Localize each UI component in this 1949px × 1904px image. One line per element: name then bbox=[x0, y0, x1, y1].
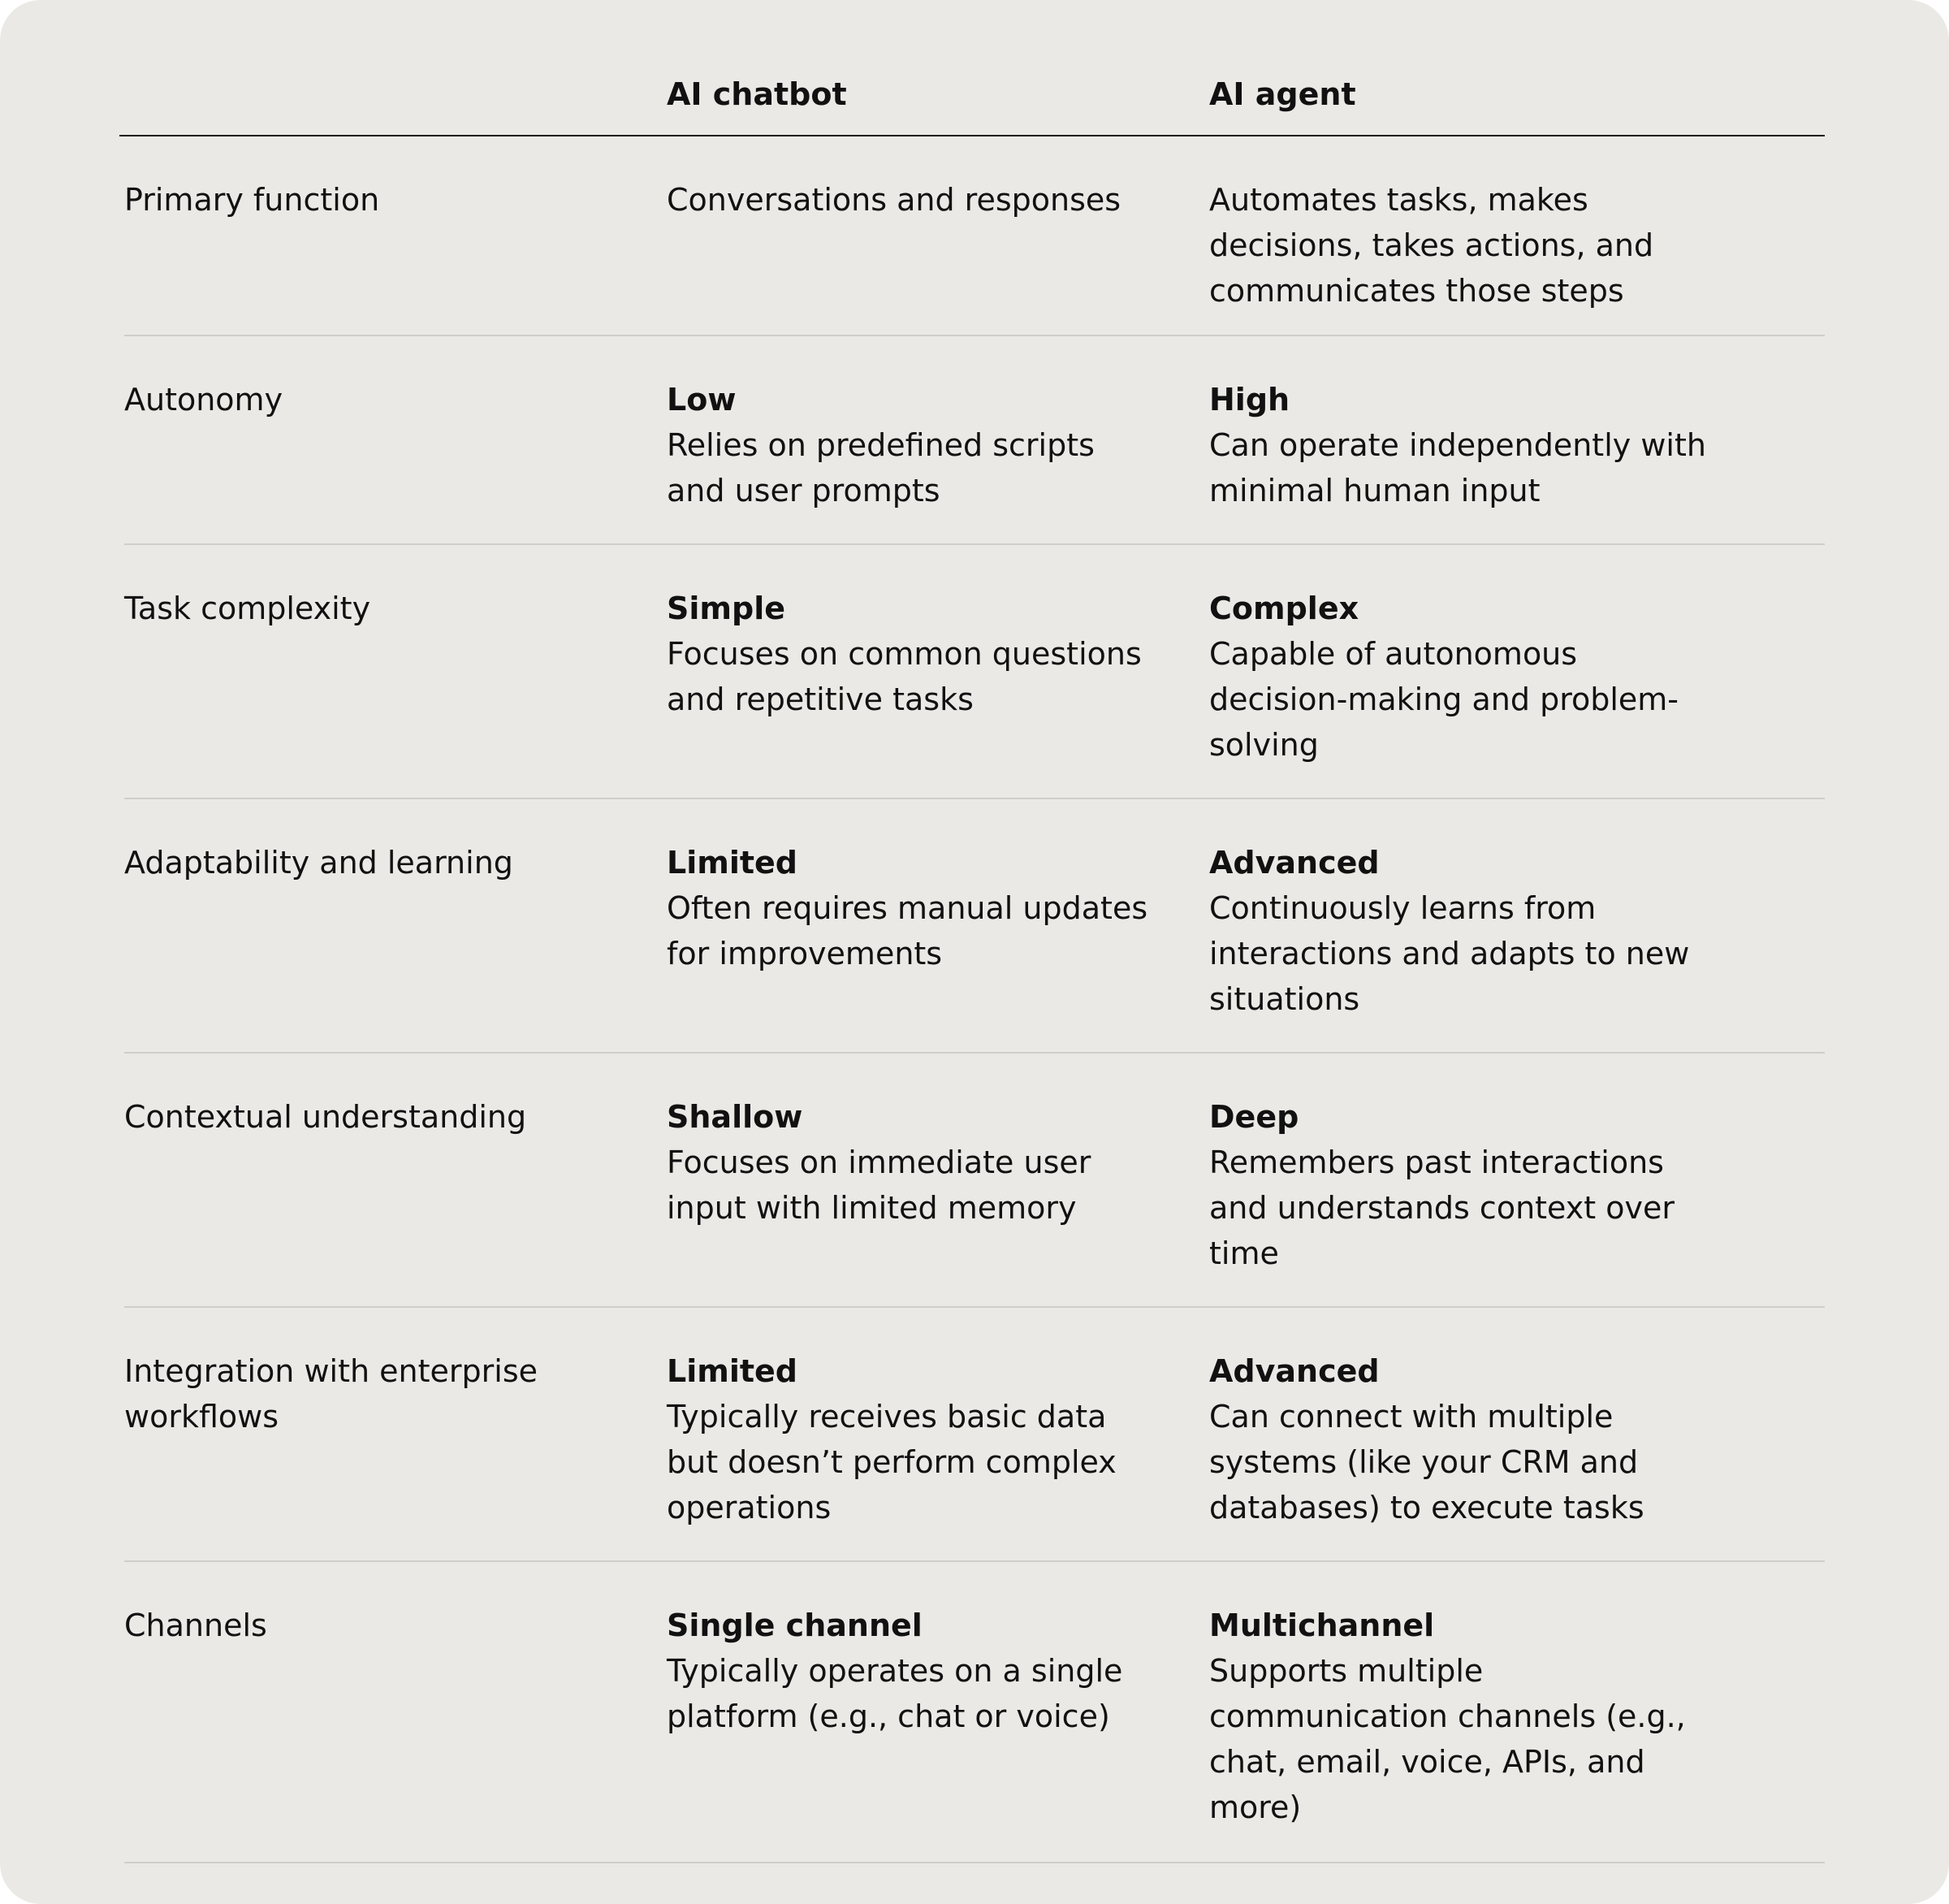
row-label: Task complexity bbox=[124, 591, 371, 626]
row-label: Autonomy bbox=[124, 382, 283, 418]
row-adaptability-and-learning bbox=[124, 799, 1825, 1054]
agent-level: Advanced bbox=[1209, 1353, 1380, 1389]
agent-level: Deep bbox=[1209, 1099, 1299, 1135]
agent-description: Can operate independently with minimal human input bbox=[1209, 427, 1706, 508]
agent-cell bbox=[1209, 377, 1721, 513]
agent-description: Can connect with multiple systems (like your CRM and databases) to execute tasks bbox=[1209, 1399, 1644, 1525]
table-header bbox=[119, 0, 1825, 136]
chatbot-cell bbox=[667, 1603, 1154, 1739]
chatbot-level: Limited bbox=[667, 1353, 797, 1389]
agent-level: Advanced bbox=[1209, 845, 1380, 881]
agent-level: Multichannel bbox=[1209, 1608, 1435, 1643]
chatbot-description: Conversations and responses bbox=[667, 182, 1121, 218]
chatbot-level: Single channel bbox=[667, 1608, 923, 1643]
chatbot-description: Focuses on immediate user input with limited memory bbox=[667, 1145, 1091, 1226]
agent-cell bbox=[1209, 586, 1721, 768]
agent-description: Automates tasks, makes decisions, takes actions, and communicates those steps bbox=[1209, 182, 1654, 309]
chatbot-description: Typically receives basic data but doesn’t perform complex operations bbox=[667, 1399, 1117, 1525]
row-label: Integration with enterprise workflows bbox=[124, 1353, 538, 1434]
agent-cell bbox=[1209, 840, 1721, 1022]
chatbot-level: Shallow bbox=[667, 1099, 803, 1135]
chatbot-description: Focuses on common questions and repetitive tasks bbox=[667, 636, 1142, 717]
agent-cell bbox=[1209, 177, 1721, 314]
header-ai-agent: AI agent bbox=[1209, 76, 1356, 112]
agent-cell bbox=[1209, 1094, 1721, 1276]
agent-description: Supports multiple communication channels (e.g., chat, email, voice, APIs, and more) bbox=[1209, 1653, 1686, 1825]
chatbot-description: Often requires manual updates for improvements bbox=[667, 890, 1148, 971]
row-label: Contextual understanding bbox=[124, 1099, 527, 1135]
chatbot-level: Low bbox=[667, 382, 737, 418]
row-label: Adaptability and learning bbox=[124, 845, 513, 881]
row-task-complexity bbox=[124, 545, 1825, 799]
row-integration-with-enterprise-workflows bbox=[124, 1308, 1825, 1562]
chatbot-description: Relies on predefined scripts and user prompts bbox=[667, 427, 1095, 508]
chatbot-description: Typically operates on a single platform (e.g., chat or voice) bbox=[667, 1653, 1123, 1734]
chatbot-cell bbox=[667, 586, 1154, 722]
chatbot-cell bbox=[667, 177, 1154, 223]
agent-description: Remembers past interactions and understands context over time bbox=[1209, 1145, 1675, 1271]
agent-level: Complex bbox=[1209, 591, 1359, 626]
row-autonomy bbox=[124, 336, 1825, 545]
agent-cell bbox=[1209, 1603, 1721, 1830]
agent-level: High bbox=[1209, 382, 1290, 418]
row-label: Primary function bbox=[124, 182, 380, 218]
chatbot-cell bbox=[667, 1094, 1154, 1231]
row-label: Channels bbox=[124, 1608, 267, 1643]
row-contextual-understanding bbox=[124, 1054, 1825, 1308]
chatbot-level: Simple bbox=[667, 591, 785, 626]
chatbot-cell bbox=[667, 1348, 1154, 1530]
row-channels bbox=[124, 1562, 1825, 1863]
agent-cell bbox=[1209, 1348, 1721, 1530]
chatbot-level: Limited bbox=[667, 845, 797, 881]
row-primary-function bbox=[124, 136, 1825, 336]
agent-description: Continuously learns from interactions and adapts to new situations bbox=[1209, 890, 1690, 1017]
chatbot-cell bbox=[667, 377, 1154, 513]
header-ai-chatbot: AI chatbot bbox=[667, 76, 847, 112]
comparison-table bbox=[119, 0, 1825, 1863]
chatbot-cell bbox=[667, 840, 1154, 976]
agent-description: Capable of autonomous decision-making and problem-solving bbox=[1209, 636, 1679, 763]
